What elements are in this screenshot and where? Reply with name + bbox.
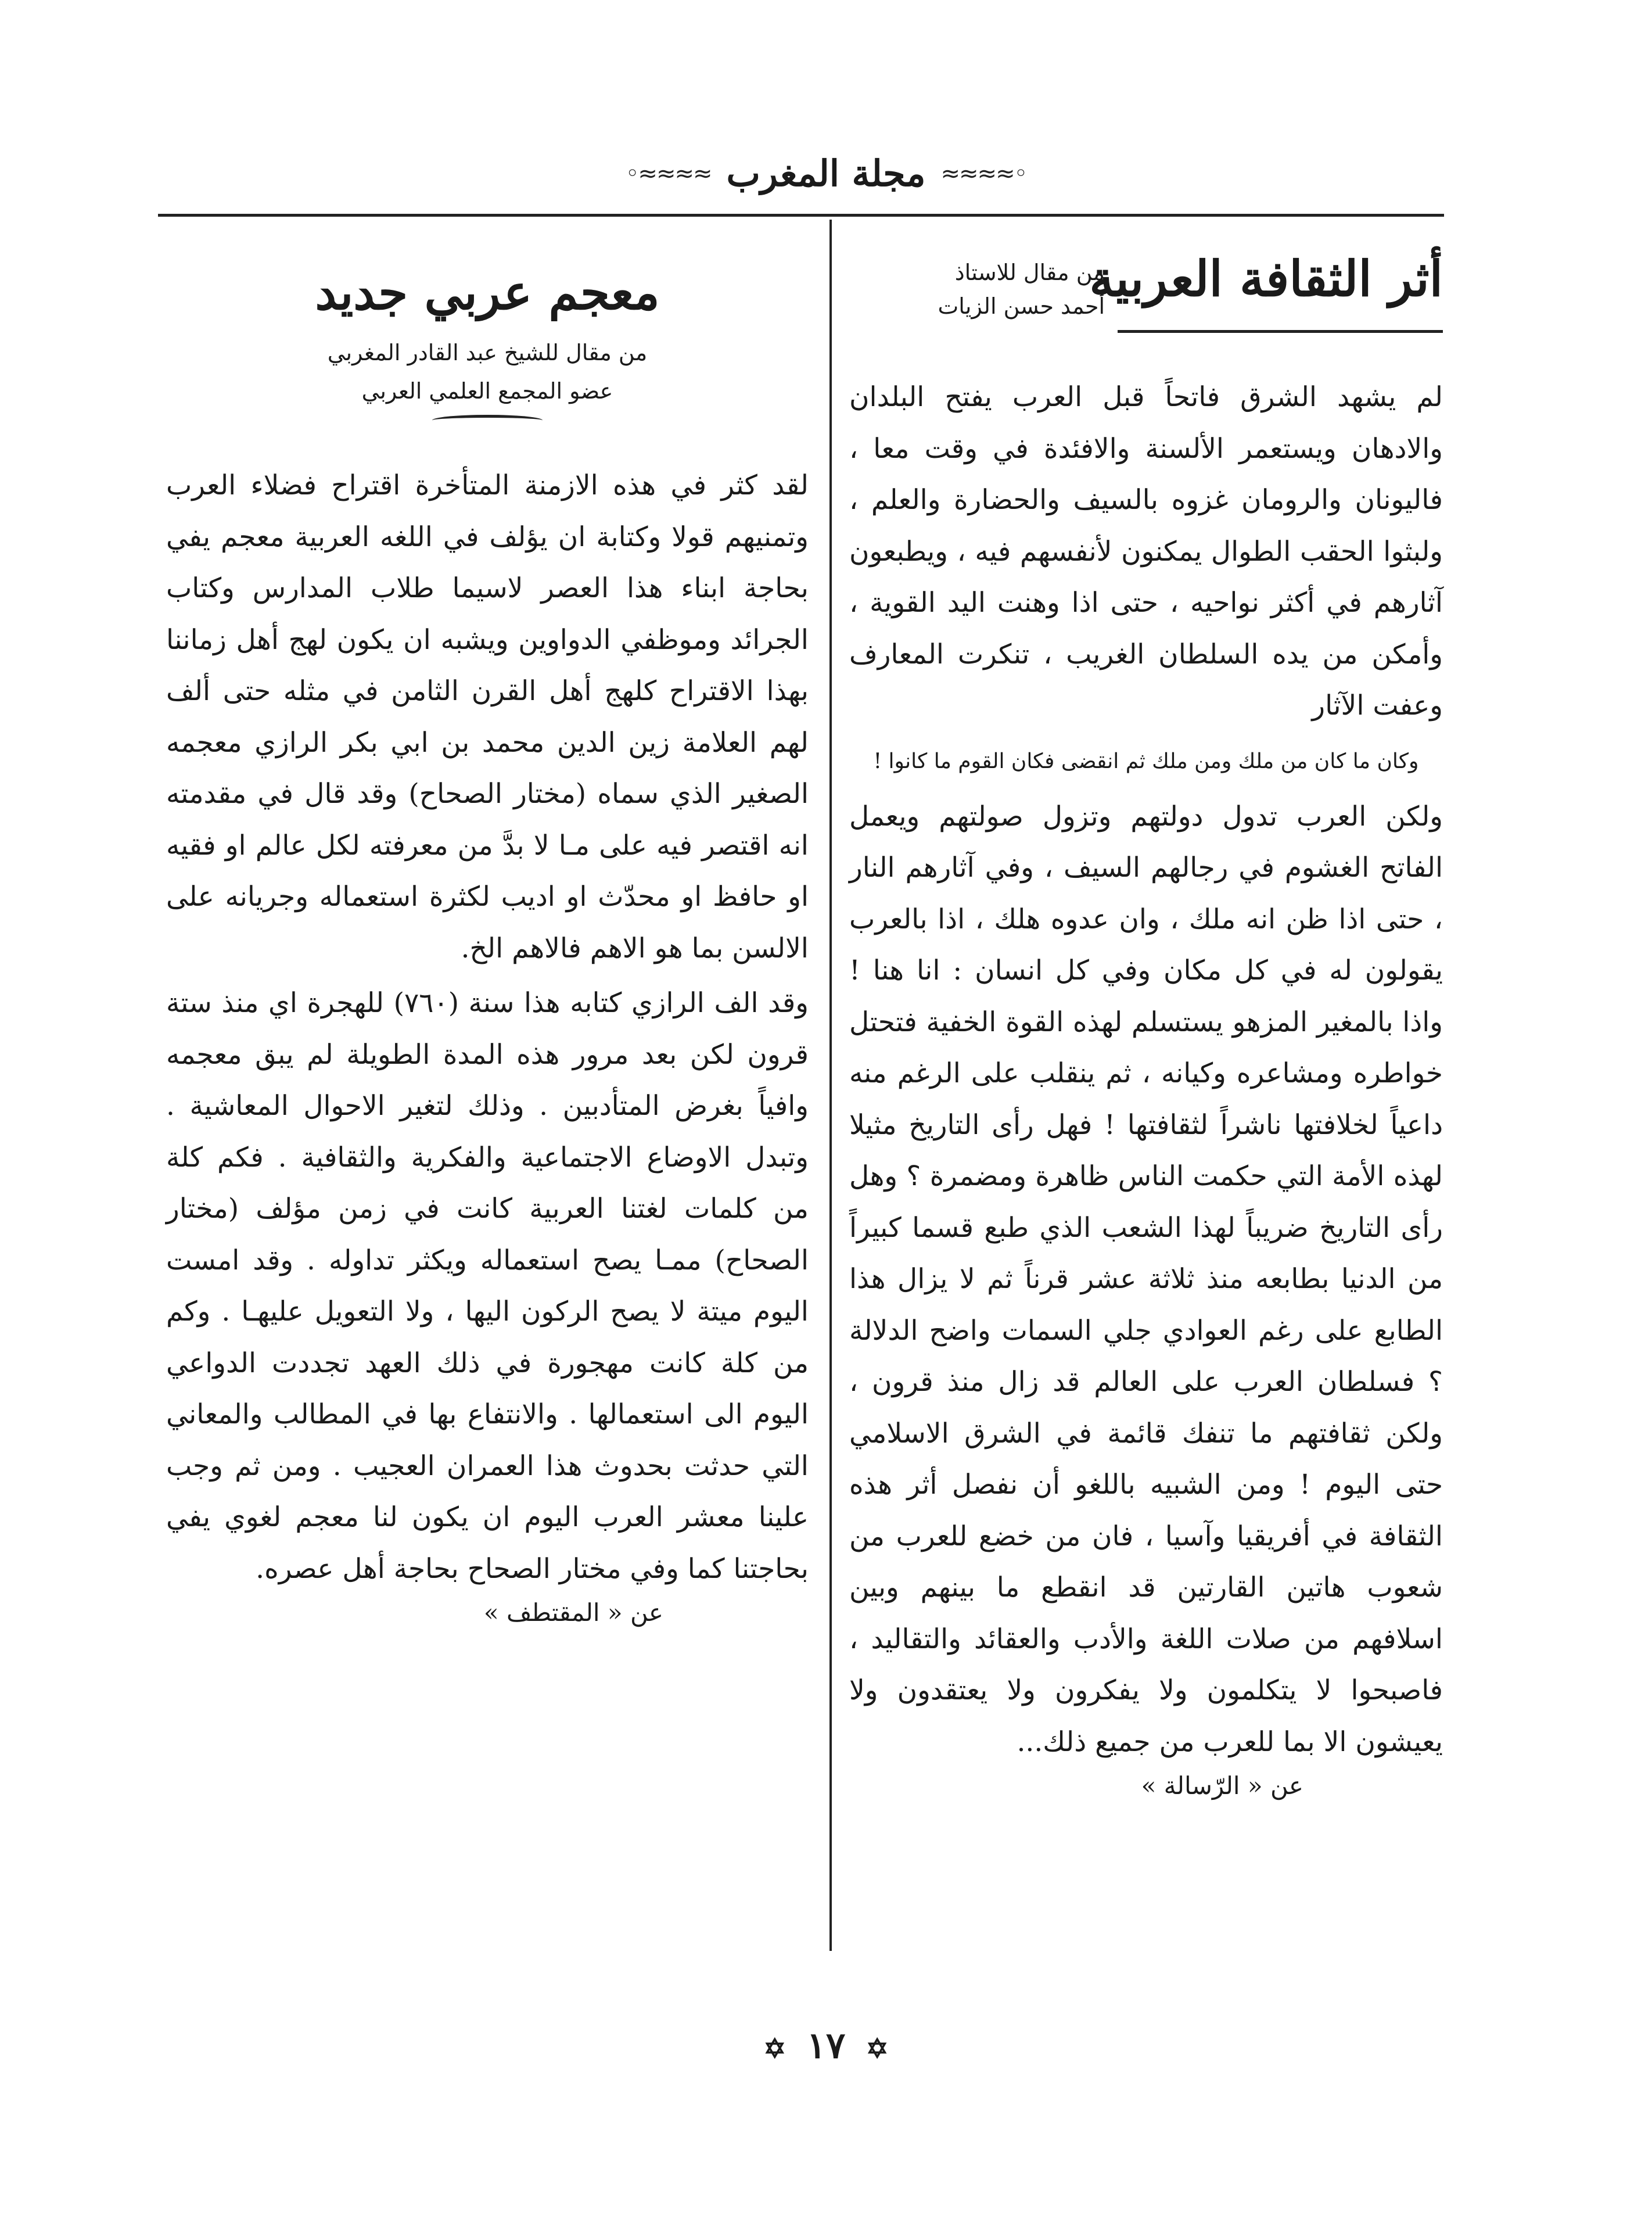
right-byline-line2: أحمد حسن الزيات	[938, 293, 1105, 319]
star-icon: ✡	[763, 2033, 787, 2064]
right-paragraph-1: لم يشهد الشرق فاتحاً قبل العرب يفتح البلدان والادهان ويستعمر الألسنة والافئدة في وقت معا ، فاليونان والرومان غزوه بالسيف والحضارة والعلم ، ولبثوا الحقب الطوال يمكنون لأنفسهم فيه ، ويطبعون آثارهم في أكثر نواحيه ، حتى اذا وهنت اليد القوية ، وأمكن من يده السلطان الغريب ، تنكرت المعارف وعفت الآثار	[849, 381, 1443, 722]
title-swash-ornament	[432, 415, 543, 426]
right-verse: وكان ما كان من ملك ومن ملك ثم انقضى فكان القوم ما كانوا !	[873, 749, 1419, 773]
column-divider	[829, 220, 832, 1951]
magazine-title: مجلة المغرب	[726, 152, 926, 195]
right-article-title: أثر الثقافة العربية	[1089, 250, 1443, 307]
right-byline-line1: من مقال للاستاذ	[954, 260, 1105, 285]
left-article-source: عن « المقتطف »	[483, 1598, 663, 1627]
right-article-byline	[849, 256, 1105, 323]
left-byline-line2: عضو المجمع العلمي العربي	[361, 378, 613, 404]
left-article-byline	[166, 333, 809, 410]
header-ornament-right: ◦≈≈≈≈	[940, 160, 1027, 187]
left-paragraph-2: وقد الف الرازي كتابه هذا سنة (٧٦٠) للهجرة اي منذ ستة قرون لكن بعد مرور هذه المدة الطويلة لم يبق معجمه وافياً بغرض المتأدبين . وذلك لتغير الاحوال المعاشية . وتبدل الاوضاع الاجتماعية والفكرية والثقافية . فكم كلة من كلمات لغتنا العربية كانت في زمن مؤلف (مختار الصحاح) ممـا يصح استعماله ويكثر تداوله . وقد امست اليوم ميتة لا يصح الركون اليها ، ولا التعويل عليهـا . وكم من كلة كانت مهجورة في ذلك العهد تجددت الدواعي اليوم الى استعمالها . والانتفاع بها في المطالب والمعاني التي حدثت بحدوث هذا العمران العجيب . ومن ثم وجب علينا معشر العرب اليوم ان يكون لنا معجم لغوي يفي بحاجتنا كما وفي مختار الصحاح بحاجة أهل عصره.	[166, 987, 809, 1585]
header-inner	[626, 152, 1026, 195]
right-article-heading	[849, 232, 1443, 372]
header-rule	[158, 214, 1444, 217]
page-number: ١٧	[806, 2024, 846, 2067]
left-article	[166, 232, 809, 1627]
left-paragraph-1: لقد كثر في هذه الازمنة المتأخرة اقتراح فضلاء العرب وتمنيهم قولا وكتابة ان يؤلف في اللغه العربية معجم يفي بحاجة ابناء هذا العصر لاسيما طلاب المدارس وكتاب الجرائد وموظفي الدواوين ويشبه ان يكون لهج أهل زماننا بهذا الاقتراح كلهج أهل القرن الثامن في مثله حتى ألف لهم العلامة زين الدين محمد بن ابي بكر الرازي معجمه الصغير الذي سماه (مختار الصحاح) وقد قال في مقدمته انه اقتصر فيه على مـا لا بدَّ من معرفته لكل عالم او فقيه او حافظ او محدّث او اديب لكثرة استعماله وجريانه على الالسن بما هو الاهم فالاهم الخ.	[166, 469, 809, 964]
star-icon: ✡	[865, 2033, 889, 2064]
page-footer	[0, 2024, 1652, 2067]
right-title-underline	[1118, 330, 1443, 333]
right-paragraph-2: ولكن العرب تدول دولتهم وتزول صولتهم ويعمل الفاتح الغشوم في رجالهم السيف ، وفي آثارهم النار ، حتى اذا ظن انه ملك ، وان عدوه هلك ، اذا بالعرب يقولون له في كل مكان وفي كل انسان : انا هنا ! واذا بالمغير المزهو يستسلم لهذه القوة الخفية فتحتل خواطره ومشاعره وكيانه ، ثم ينقلب على الرغم منه داعياً لخلافتها ناشراً لثقافتها ! فهل رأى التاريخ مثيلا لهذه الأمة التي حكمت الناس ظاهرة ومضمرة ؟ وهل رأى التاريخ ضريباً لهذا الشعب الذي طبع قسما كبيراً من الدنيا بطابعه منذ ثلاثة عشر قرناً ثم لا يزال هذا الطابع على رغم العوادي جلي السمات واضح الدلالة ؟ فسلطان العرب على العالم قد زال منذ قرون ، ولكن ثقافتهم ما تنفك قائمة في الشرق الاسلامي حتى اليوم ! ومن الشبيه باللغو أن نفصل أثر هذه الثقافة في أفريقيا وآسيا ، فان من خضع للعرب من شعوب هاتين القارتين قد انقطع ما بينهم وبين اسلافهم من صلات اللغة والأدب والعقائد والتقاليد ، فاصبحوا لا يتكلمون ولا يفكرون ولا يعتقدون ولا يعيشون الا بما للعرب من جميع ذلك...	[849, 800, 1443, 1758]
running-header	[0, 152, 1652, 195]
left-article-title: معجم عربي جديد	[315, 265, 660, 321]
right-article	[849, 232, 1443, 1800]
right-article-source: عن « الرّسالة »	[1141, 1771, 1303, 1800]
header-ornament-left: ≈≈≈≈◦	[625, 160, 712, 187]
left-byline-line1: من مقال للشيخ عبد القادر المغربي	[327, 340, 648, 365]
left-article-heading	[166, 232, 809, 460]
